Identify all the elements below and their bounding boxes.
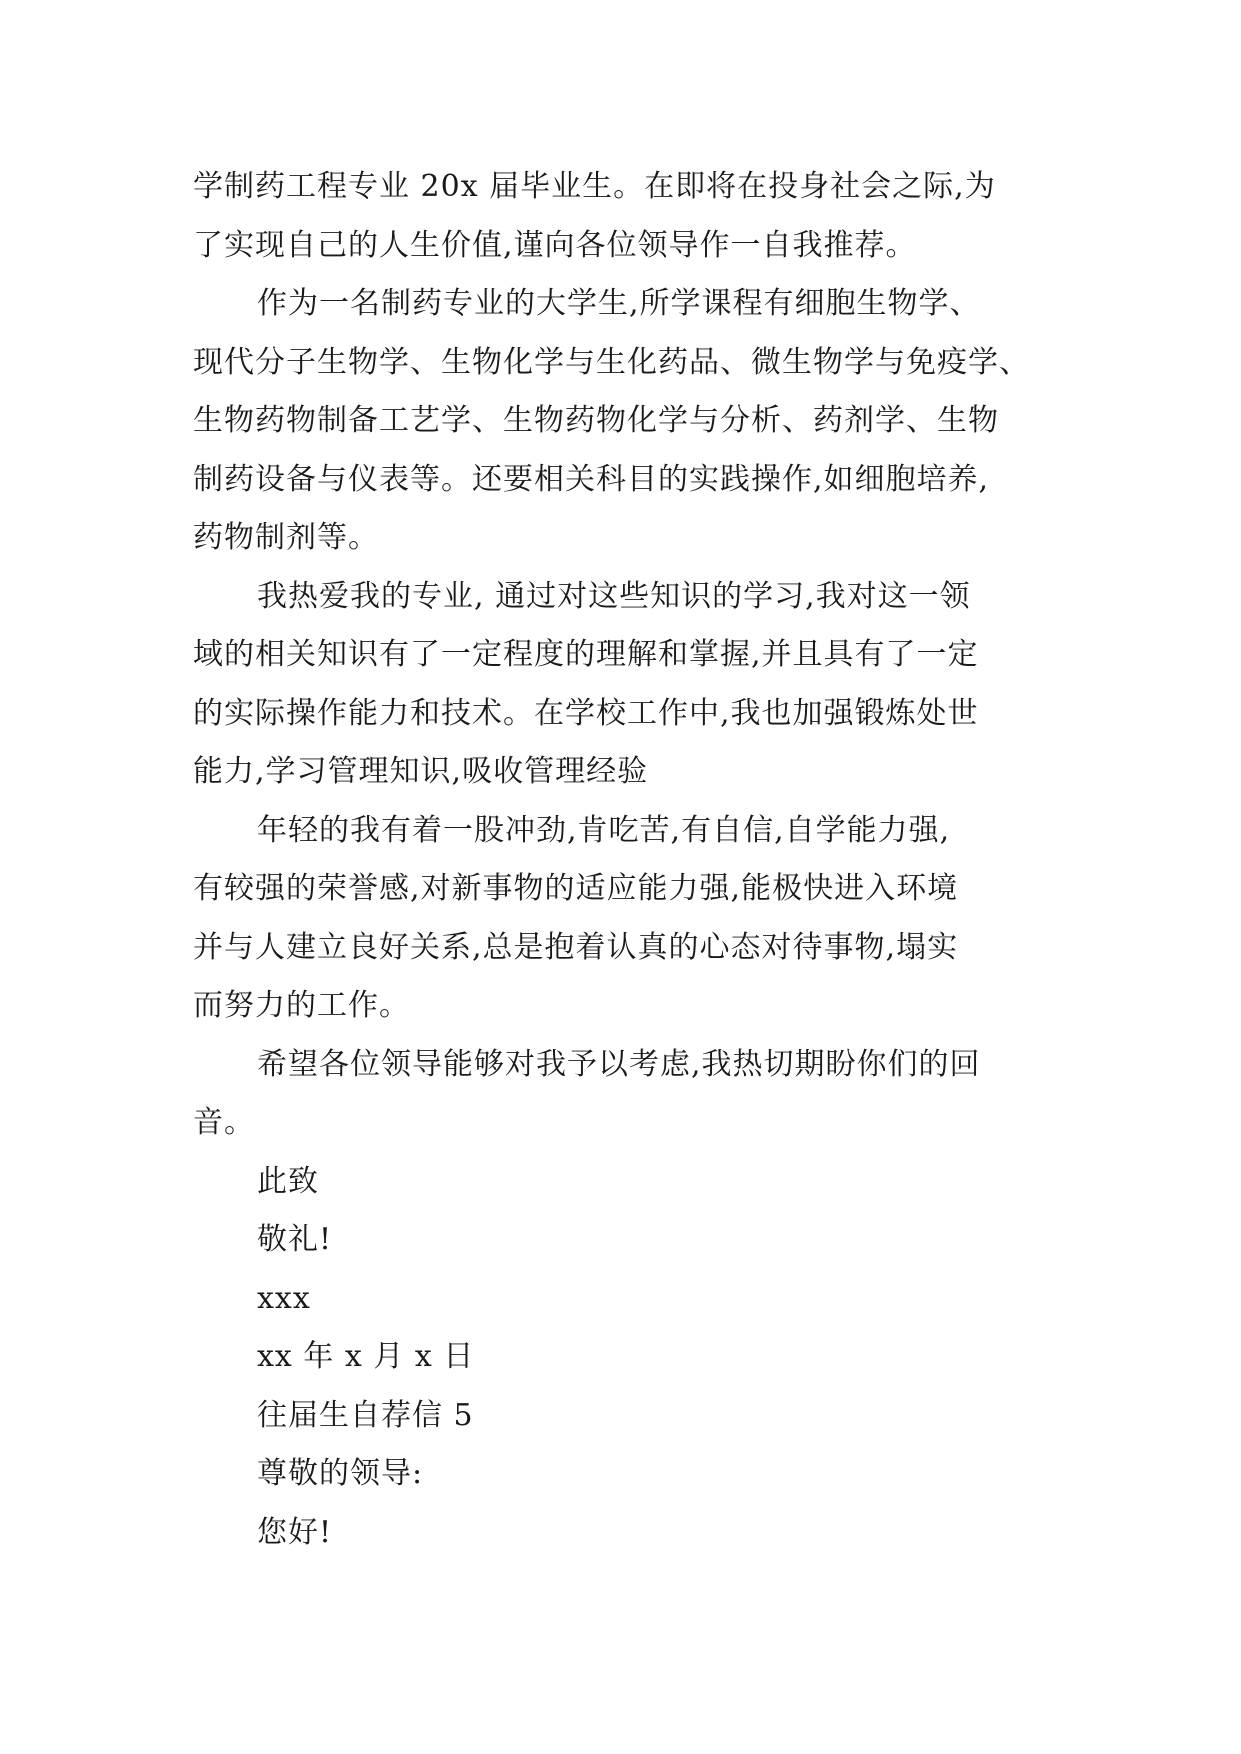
signature-line: xxx	[257, 1280, 311, 1316]
salutation-line: 敬礼!	[257, 1222, 333, 1257]
text-line: 生物药物制备工艺学、生物药物化学与分析、药剂学、生物	[193, 403, 999, 438]
text-line: 并与人建立良好关系,总是抱着认真的心态对待事物,塌实	[193, 929, 959, 965]
text-line: 我热爱我的专业, 通过对这些知识的学习,我对这一领	[257, 578, 971, 614]
section-heading: 往届生自荐信 5	[257, 1397, 474, 1433]
text-line: 学制药工程专业 20x 届毕业生。在即将在投身社会之际,为	[193, 169, 996, 204]
document-body	[193, 158, 1053, 1562]
text-line: 药物制剂等。	[193, 520, 379, 555]
text-line: 希望各位领导能够对我予以考虑,我热切期盼你们的回	[257, 1046, 981, 1082]
text-line: 能力,学习管理知识,吸收管理经验	[193, 754, 649, 789]
text-line: 有较强的荣誉感,对新事物的适应能力强,能极快进入环境	[193, 871, 959, 906]
greeting-line: 您好!	[257, 1514, 333, 1550]
greeting-line: 尊敬的领导:	[257, 1456, 424, 1491]
date-line: xx 年 x 月 x 日	[257, 1339, 475, 1374]
text-line: 音。	[193, 1105, 255, 1140]
text-line: 作为一名制药专业的大学生,所学课程有细胞生物学、	[257, 286, 981, 321]
text-line: 年轻的我有着一股冲劲,肯吃苦,有自信,自学能力强,	[257, 812, 951, 848]
text-line: 域的相关知识有了一定程度的理解和掌握,并且具有了一定	[193, 637, 979, 672]
text-line: 了实现自己的人生价值,谨向各位领导作一自我推荐。	[193, 227, 917, 263]
text-line: 现代分子生物学、生物化学与生化药品、微生物学与免疫学、	[193, 344, 1030, 380]
text-line: 的实际操作能力和技术。在学校工作中,我也加强锻炼处世	[193, 695, 979, 731]
text-line: 而努力的工作。	[193, 988, 410, 1023]
closing-line: 此致	[257, 1163, 319, 1199]
text-line: 制药设备与仪表等。还要相关科目的实践操作,如细胞培养,	[193, 461, 990, 497]
